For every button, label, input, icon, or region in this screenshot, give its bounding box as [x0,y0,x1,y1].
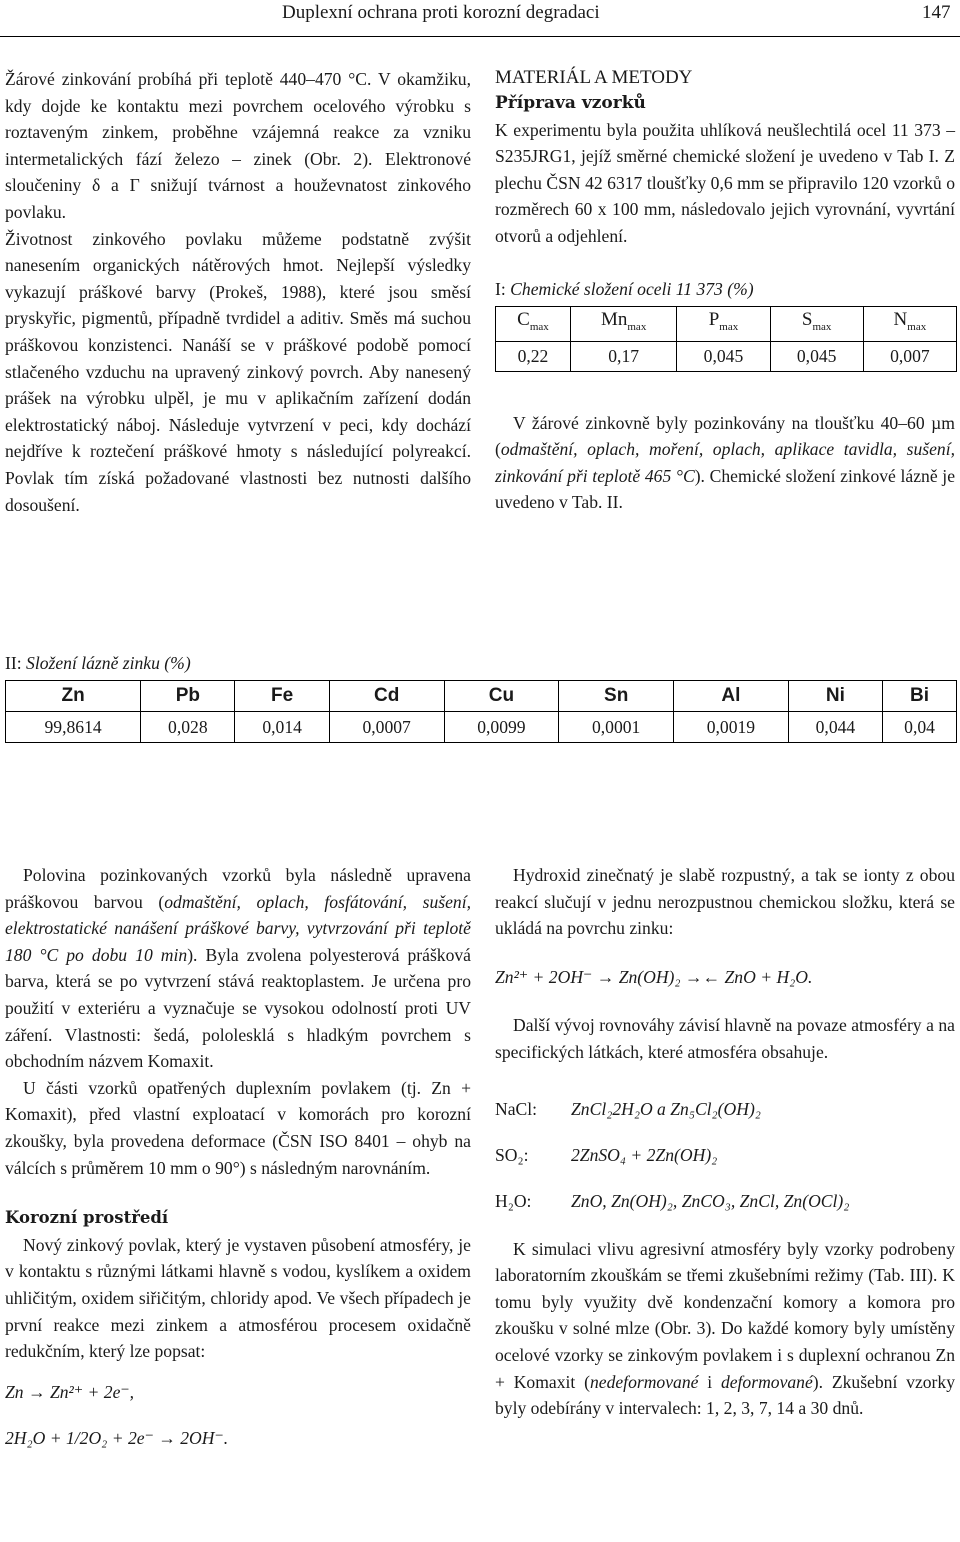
table1-cell: 0,17 [570,341,676,371]
table2-header-cell: Pb [141,681,235,712]
table2-cell: 0,014 [235,712,329,743]
table1-header-row [496,307,957,341]
table2-cell: 0,0001 [559,712,674,743]
heading-corrosion-environment: Korozní prostředí [5,1208,169,1228]
table1-label: I: [495,278,511,299]
table1-header-cell: $Mn_{max}$ [570,307,676,341]
table2-header-cell: Ni [788,681,882,712]
running-title: Duplexní ochrana proti korozní degradaci [282,2,600,23]
table1-header-cell: $N_{max}$ [863,307,956,341]
table2-label: II: [5,653,27,673]
table2-block [5,653,959,743]
equation-hydroxide-equilibrium: Zn²⁺ + 2OH⁻ → Zn(OH)₂ →← ZnO + H₂O. [495,966,813,987]
section-title: MATERIÁL A METODY [495,67,693,88]
table2-header-cell: Cu [444,681,559,712]
table2-header-cell: Sn [559,681,674,712]
table2-header-cell: Bi [883,681,957,712]
right-column-bottom [495,862,955,1422]
product-row-h2o [495,1188,955,1234]
paragraph-atmosphere: Další vývoj rovnováhy závisí hlavně na povaze atmosféry a na specifických látkách, které atmosféra obsahuje. [495,1015,955,1062]
product-formula: ZnO, Zn(OH)₂, ZnCO₃, ZnCl, Zn(OCl)₂ [571,1190,850,1211]
table1-cell: 0,007 [863,341,956,371]
paragraph-deformation: U části vzorků opatřených duplexním povlakem (tj. Zn + Komaxit), před vlastní exploatací v komorách pro korozní zkoušky, byla provedena deformace (ČSN ISO 8401 – ohyb na válcích s průměrem 10 mm o 90°) s následným narovnáním. [5,1077,471,1178]
table1-header-cell: $S_{max}$ [770,307,863,341]
table2-cell: 0,044 [788,712,882,743]
table1-caption-text: Chemické složení oceli 11 373 (%) [510,278,754,299]
table2-header-row [6,681,957,712]
product-formula: 2ZnSO₄ + 2Zn(OH)₂ [571,1144,718,1165]
product-label: H₂O: [495,1190,532,1211]
table2-caption-text: Složení lázně zinku (%) [26,653,191,673]
paragraph-zinc-hydroxide: Hydroxid zinečnatý je slabě rozpustný, a tak se ionty z obou reakcí slučují v jednu nerozpustnou chemickou složku, která se ukládá na povrchu zinku: [495,865,955,939]
table2-cell: 0,0007 [329,712,444,743]
table2-caption [5,653,959,674]
paragraph-simulation: K simulaci vlivu agresivní atmosféry byly vzorky podrobeny laboratorním zkouškám se třemi zkušebními režimy (Tab. III). K tomu byly využity dvě kondenzační komory a komora pro zkoušku v solné mlze (Obr. 3). Do každé komory byly umístěny ocelové vzorky se zinkovým povlakem i s duplexní ochranou Zn + Komaxit (nedeformované i deformované). Zkušební vzorky byly odebírány v intervalech: 1, 2, 3, 7, 14 a 30 dnů. [495,1238,955,1419]
table1-cell: 0,045 [677,341,770,371]
table2-cell: 99,8614 [6,712,141,743]
table2-cell: 0,04 [883,712,957,743]
product-label: NaCl: [495,1098,538,1119]
product-formula: ZnCl₂2H₂O a Zn₅Cl₂(OH)₂ [571,1098,761,1119]
table2-header-cell: Zn [6,681,141,712]
equation-oxygen-reduction: 2H₂O + 1/2O₂ + 2e⁻ → 2OH⁻. [5,1428,229,1449]
product-label: SO₂: [495,1144,529,1165]
paragraph-corrosion-intro: Nový zinkový povlak, který je vystaven působení atmosféry, je v kontaktu s různými látkami hlavně s vodou, kyslíkem a oxidem uhličitým, oxidem siřičitým, chloridy apod. Ve všech případech je první reakce mezi zinkem a atmosférou procesem oxidačně redukčním, který lze popsat: [5,1234,471,1362]
table1-header-cell: $C_{max}$ [496,307,571,341]
table1-value-row [496,341,957,371]
product-row-nacl [495,1096,955,1142]
table2-header-cell: Fe [235,681,329,712]
table2-header-cell: Cd [329,681,444,712]
left-column-bottom [5,862,471,1452]
equation-zinc-oxidation: Zn → Zn²⁺ + 2e⁻, [5,1381,135,1402]
table1-header-cell: $P_{max}$ [677,307,770,341]
product-row-so2 [495,1142,955,1188]
table2-cell: 0,028 [141,712,235,743]
table2-value-row [6,712,957,743]
subsection-title: Příprava vzorků [495,93,646,113]
table1-cell: 0,045 [770,341,863,371]
table2-cell: 0,0019 [674,712,789,743]
table-zinc-bath-composition [5,680,957,743]
right-column-top [495,66,955,516]
paragraph-zinc-bath: V žárové zinkovně byly pozinkovány na tloušťku 40–60 µm (odmaštění, oplach, moření, oplach, aplikace tavidla, sušení, zinkování při teplotě 465 °C). Chemické složení zinkové lázně je uvedeno v Tab. II. [495,412,955,513]
paragraph-sample-prep: K experimentu byla použita uhlíková neušlechtilá ocel 11 373 – S235JRG1, jejíž směrné chemické složení je uvedeno v Tab I. Z plechu ČSN 42 6317 tloušťky 0,6 mm se připravilo 120 vzorků o rozměrech 60 x 100 mm, následovalo jejich vyrovnání, vyvrtání otvorů a odjehlení. [495,119,955,246]
page-header [0,0,960,37]
paragraph-galvanizing: Žárové zinkování probíhá při teplotě 440–470 °C. V okamžiku, kdy dojde ke kontaktu mezi povrchem ocelového výrobku s roztaveným zinkem, proběhne vzájemná reakce za vzniku intermetalických fází železo – zinek (Obr. 2). Elektronové sloučeniny δ a Γ snižují tvárnost a houževnatost zinkového povlaku. [5,69,471,222]
table2-header-cell: Al [674,681,789,712]
table1-cell: 0,22 [496,341,571,371]
page-number: 147 [922,2,951,23]
table2-cell: 0,0099 [444,712,559,743]
paragraph-powder-treatment: Polovina pozinkovaných vzorků byla následně upravena práškovou barvou (odmaštění, oplach, fosfátování, sušení, elektrostatické nanášení práškové barvy, vytvrzování při teplotě 180 °C po dobu 10 min). Byla zvolena polyesterová prášková barva, která se po vytvrzení stává reaktoplastem. Je určena pro použití v exteriéru a vyznačuje se vysokou odolností proti UV záření. Vlastnosti: šedá, pololesklá s hladkým povrchem s obchodním názvem Komaxit. [5,865,471,1072]
table1-caption [495,276,955,303]
left-column-top [5,66,471,518]
table-steel-composition [495,306,957,371]
paragraph-powder-coatings: Životnost zinkového povlaku můžeme podstatně zvýšit nanesením organických nátěrových hmot. Nejlepší výsledky vykazují práškové barvy (Prokeš, 1988), které jsou směsí pryskyřic, pigmentů, případně tvrdidel a aditiv. Směs má suchou práškovou konzistenci. Nanáší se v práškové podobě pomocí stlačeného vzduchu na upravený zinkový povrch. Aby nanesený prášek na výrobku ulpěl, je mu v aplikačním zařízení dodán elektrostatický náboj. Následuje vytvrzení v peci, kdy dochází nejdříve k roztečení práškové hmoty s následující polyreakcí. Povlak tím získá požadované vlastnosti bez nutnosti dalšího dosoušení. [5,228,471,515]
